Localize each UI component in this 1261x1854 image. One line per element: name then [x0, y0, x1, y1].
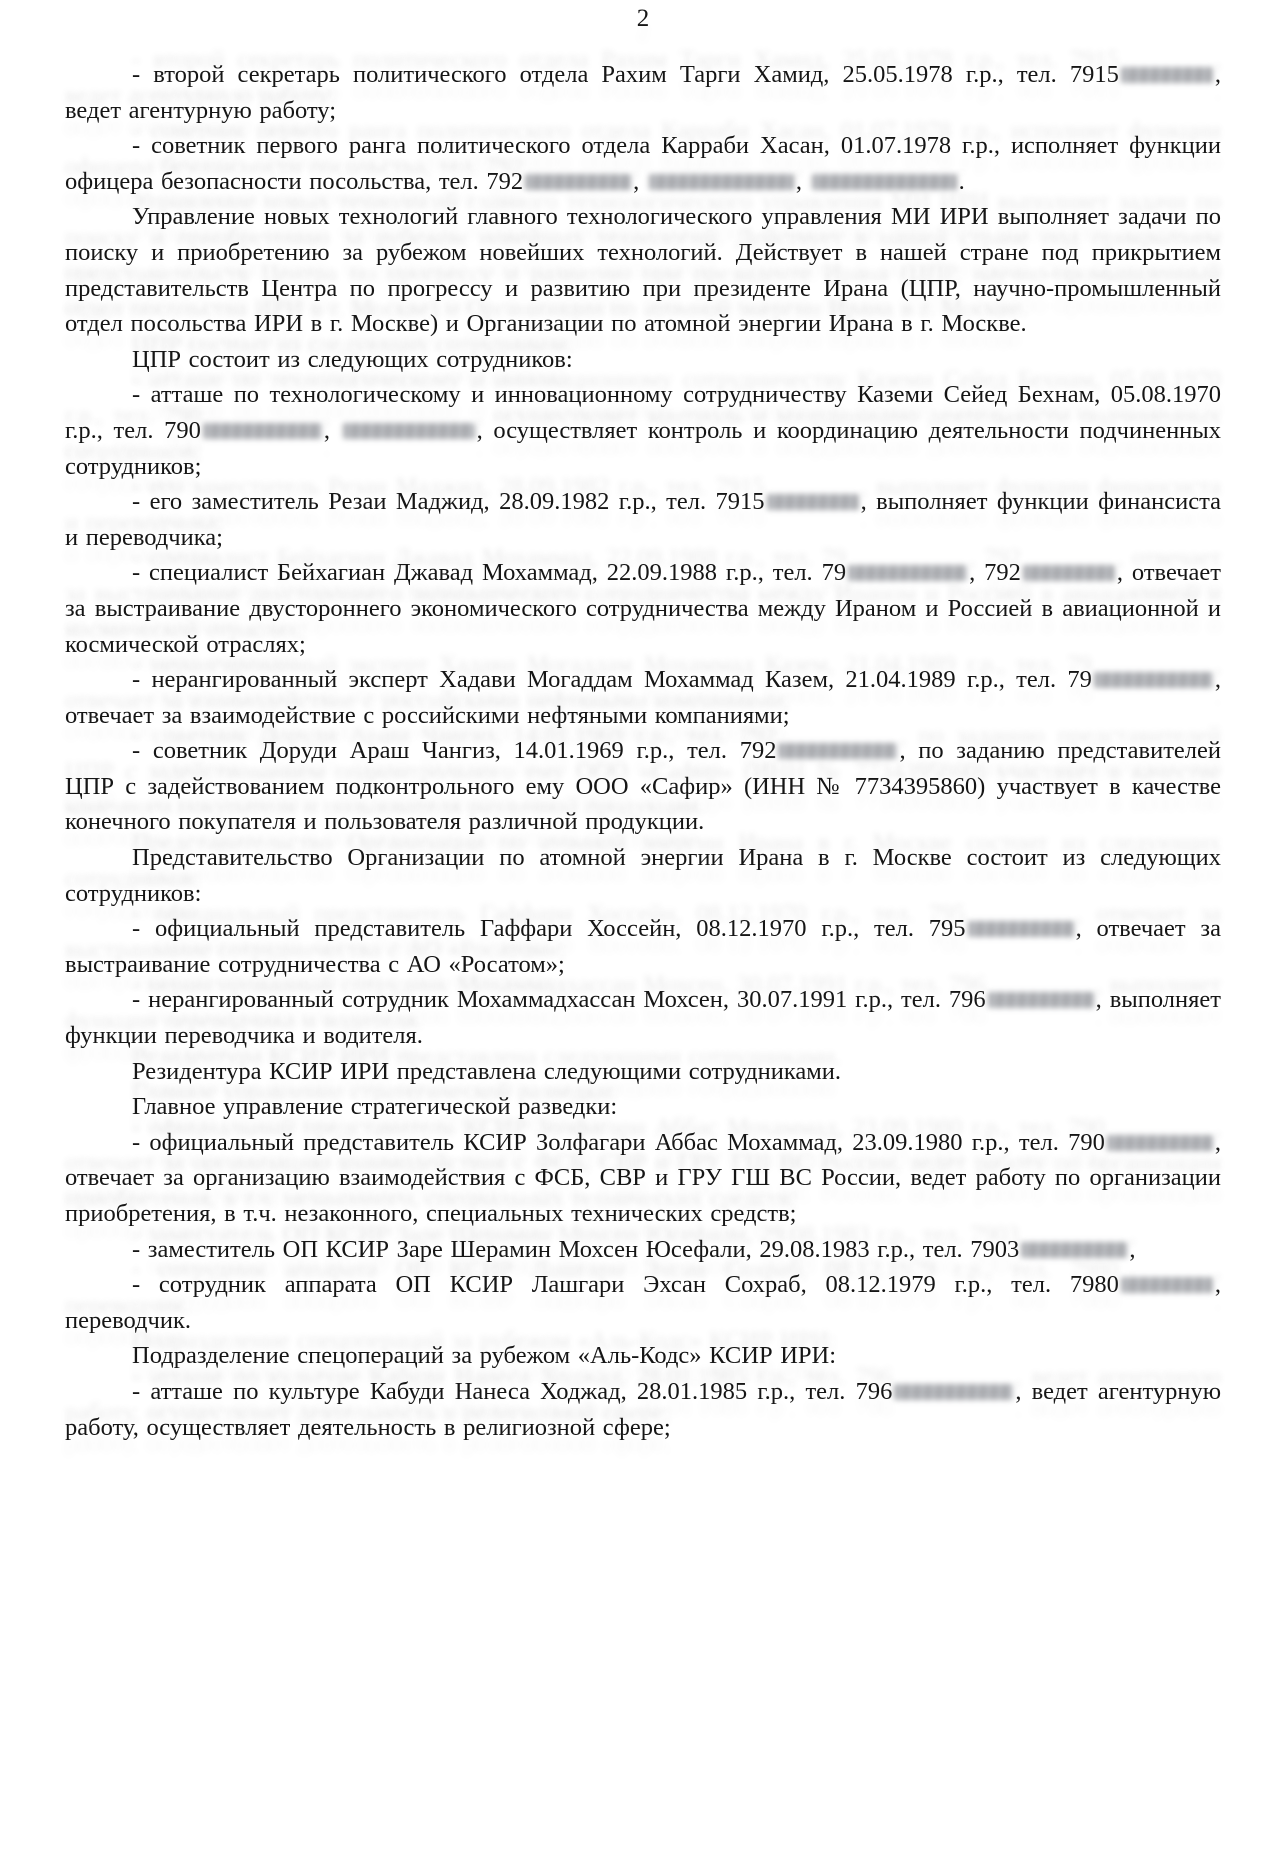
- text-run: - советник первого ранга политического отдела Карраби Хасан, 01.07.1978 г.р., исполняет функции офицера безопасности посольства, тел. 792: [65, 132, 1221, 195]
- paragraph: [65, 1267, 1221, 1338]
- redacted-phone-number: [1107, 1135, 1213, 1151]
- document-body: [65, 57, 1221, 1445]
- redacted-phone-number: [203, 423, 322, 439]
- text-run: Подразделение спецопераций за рубежом «Аль-Кодс» КСИР ИРИ:: [132, 1342, 837, 1370]
- text-run: , ведет агентурную работу;: [65, 61, 1221, 124]
- paragraph: [65, 199, 1221, 341]
- redacted-phone-number: [848, 565, 967, 581]
- text-run: Резидентура КСИР ИРИ представлена следующими сотрудниками.: [132, 1057, 842, 1085]
- text-run: - заместитель ОП КСИР Заре Шерамин Мохсен Юсефали, 29.08.1983 г.р., тел. 7903: [132, 1235, 1020, 1263]
- text-run: - сотрудник аппарата ОП КСИР Лашгари Эхсан Сохраб, 08.12.1979 г.р., тел. 7980: [132, 1271, 1119, 1299]
- paragraph: [65, 840, 1221, 911]
- redacted-phone-number: [778, 743, 897, 759]
- text-run: - нерангированный сотрудник Мохаммадхассан Мохсен, 30.07.1991 г.р., тел. 796: [132, 986, 986, 1014]
- redacted-phone-number: [649, 174, 794, 190]
- text-run: , выполняет функции финансиста и переводчика;: [65, 488, 1221, 551]
- text-run: ,: [633, 167, 647, 195]
- paragraph: [65, 911, 1221, 982]
- text-run: , 792: [969, 559, 1021, 587]
- paragraph: [65, 128, 1221, 199]
- paragraph: [65, 1089, 1221, 1125]
- paragraph: [65, 57, 1221, 128]
- paragraph: [65, 555, 1221, 662]
- redacted-phone-number: [894, 1384, 1013, 1400]
- text-run: , отвечает за организацию взаимодействия с ФСБ, СВР и ГРУ ГШ ВС России, ведет работу по организации приобретения, в т.ч. незаконного, специальных технических средств;: [65, 1128, 1221, 1227]
- paragraph: [65, 1125, 1221, 1232]
- paragraph: [65, 982, 1221, 1053]
- text-run: Управление новых технологий главного технологического управления МИ ИРИ выполняет задачи по поиску и приобретению за рубежом новейших технологий. Действует в нашей стране под прикрытием представительств Центра по прогрессу и развитию при президенте Ирана (ЦПР, научно-промышленный отдел посольства ИРИ в г. Москве) и Организации по атомной энергии Ирана в г. Москве.: [65, 203, 1221, 338]
- text-run: ЦПР состоит из следующих сотрудников:: [132, 345, 573, 373]
- text-run: - нерангированный эксперт Хадави Могаддам Мохаммад Казем, 21.04.1989 г.р., тел. 79: [132, 666, 1092, 694]
- redacted-phone-number: [812, 174, 957, 190]
- text-run: - атташе по технологическому и инновационному сотрудничеству Каземи Сейед Бехнам, 05.08.1970 г.р., тел. 790: [65, 381, 1221, 444]
- text-run: , переводчик.: [65, 1271, 1221, 1334]
- paragraph: [65, 662, 1221, 733]
- paragraph: [65, 733, 1221, 840]
- text-run: Представительство Организации по атомной энергии Ирана в г. Москве состоит из следующих сотрудников:: [65, 844, 1221, 907]
- text-run: , выполняет функции переводчика и водителя.: [65, 986, 1221, 1050]
- text-run: - его заместитель Резаи Маджид, 28.09.1982 г.р., тел. 7915: [132, 488, 765, 516]
- page-number: 2: [636, 5, 650, 32]
- paragraph: [65, 484, 1221, 555]
- text-run: , осуществляет контроль и координацию деятельности подчиненных сотрудников;: [65, 416, 1221, 480]
- paragraph: [65, 1232, 1221, 1268]
- redacted-phone-number: [988, 992, 1094, 1008]
- text-run: , ведет агентурную работу, осуществляет деятельность в религиозной сфере;: [65, 1377, 1222, 1441]
- text-run: Главное управление стратегической разведки:: [132, 1093, 618, 1121]
- redacted-phone-number: [1121, 67, 1213, 83]
- text-run: - специалист Бейхагиан Джавад Мохаммад, 22.09.1988 г.р., тел. 79: [132, 559, 847, 587]
- redacted-phone-number: [1121, 1277, 1213, 1293]
- text-run: - атташе по культуре Кабуди Нанеса Ходжад, 28.01.1985 г.р., тел. 796: [132, 1377, 893, 1405]
- paragraph: [65, 342, 1221, 378]
- text-run: , отвечает за взаимодействие с российскими нефтяными компаниями;: [65, 666, 1221, 729]
- paragraph: [65, 1374, 1221, 1445]
- text-run: ,: [795, 167, 810, 195]
- redacted-phone-number: [968, 921, 1074, 937]
- redacted-phone-number: [1094, 672, 1213, 688]
- text-run: , отвечает за выстраивание двустороннего экономического сотрудничества между Ираном и Россией в авиационной и космической отраслях;: [65, 559, 1221, 658]
- paragraph: [65, 1338, 1221, 1374]
- text-run: , по заданию представителей ЦПР с задействованием подконтрольного ему ООО «Сафир» (ИНН № 7734395860) участвует в качестве конечного покупателя и пользователя различной продукции.: [65, 737, 1222, 836]
- redacted-phone-number: [1021, 1242, 1127, 1258]
- text-run: - советник Доруди Араш Чангиз, 14.01.1969 г.р., тел. 792: [132, 737, 777, 765]
- text-run: - официальный представитель Гаффари Хоссейн, 08.12.1970 г.р., тел. 795: [132, 915, 966, 943]
- redacted-phone-number: [767, 494, 859, 510]
- paragraph: [65, 377, 1221, 484]
- text-run: , отвечает за выстраивание сотрудничества с АО «Росатом»;: [65, 915, 1221, 978]
- text-run: - официальный представитель КСИР Золфагари Аббас Мохаммад, 23.09.1980 г.р., тел. 790: [132, 1128, 1105, 1156]
- paragraph: [65, 1054, 1221, 1090]
- redacted-phone-number: [343, 423, 475, 439]
- redacted-phone-number: [525, 174, 631, 190]
- text-run: .: [958, 167, 965, 195]
- text-run: ,: [1129, 1235, 1136, 1263]
- text-run: - второй секретарь политического отдела Рахим Тарги Хамид, 25.05.1978 г.р., тел. 7915: [132, 61, 1119, 88]
- redacted-phone-number: [1023, 565, 1115, 581]
- text-run: ,: [323, 416, 341, 444]
